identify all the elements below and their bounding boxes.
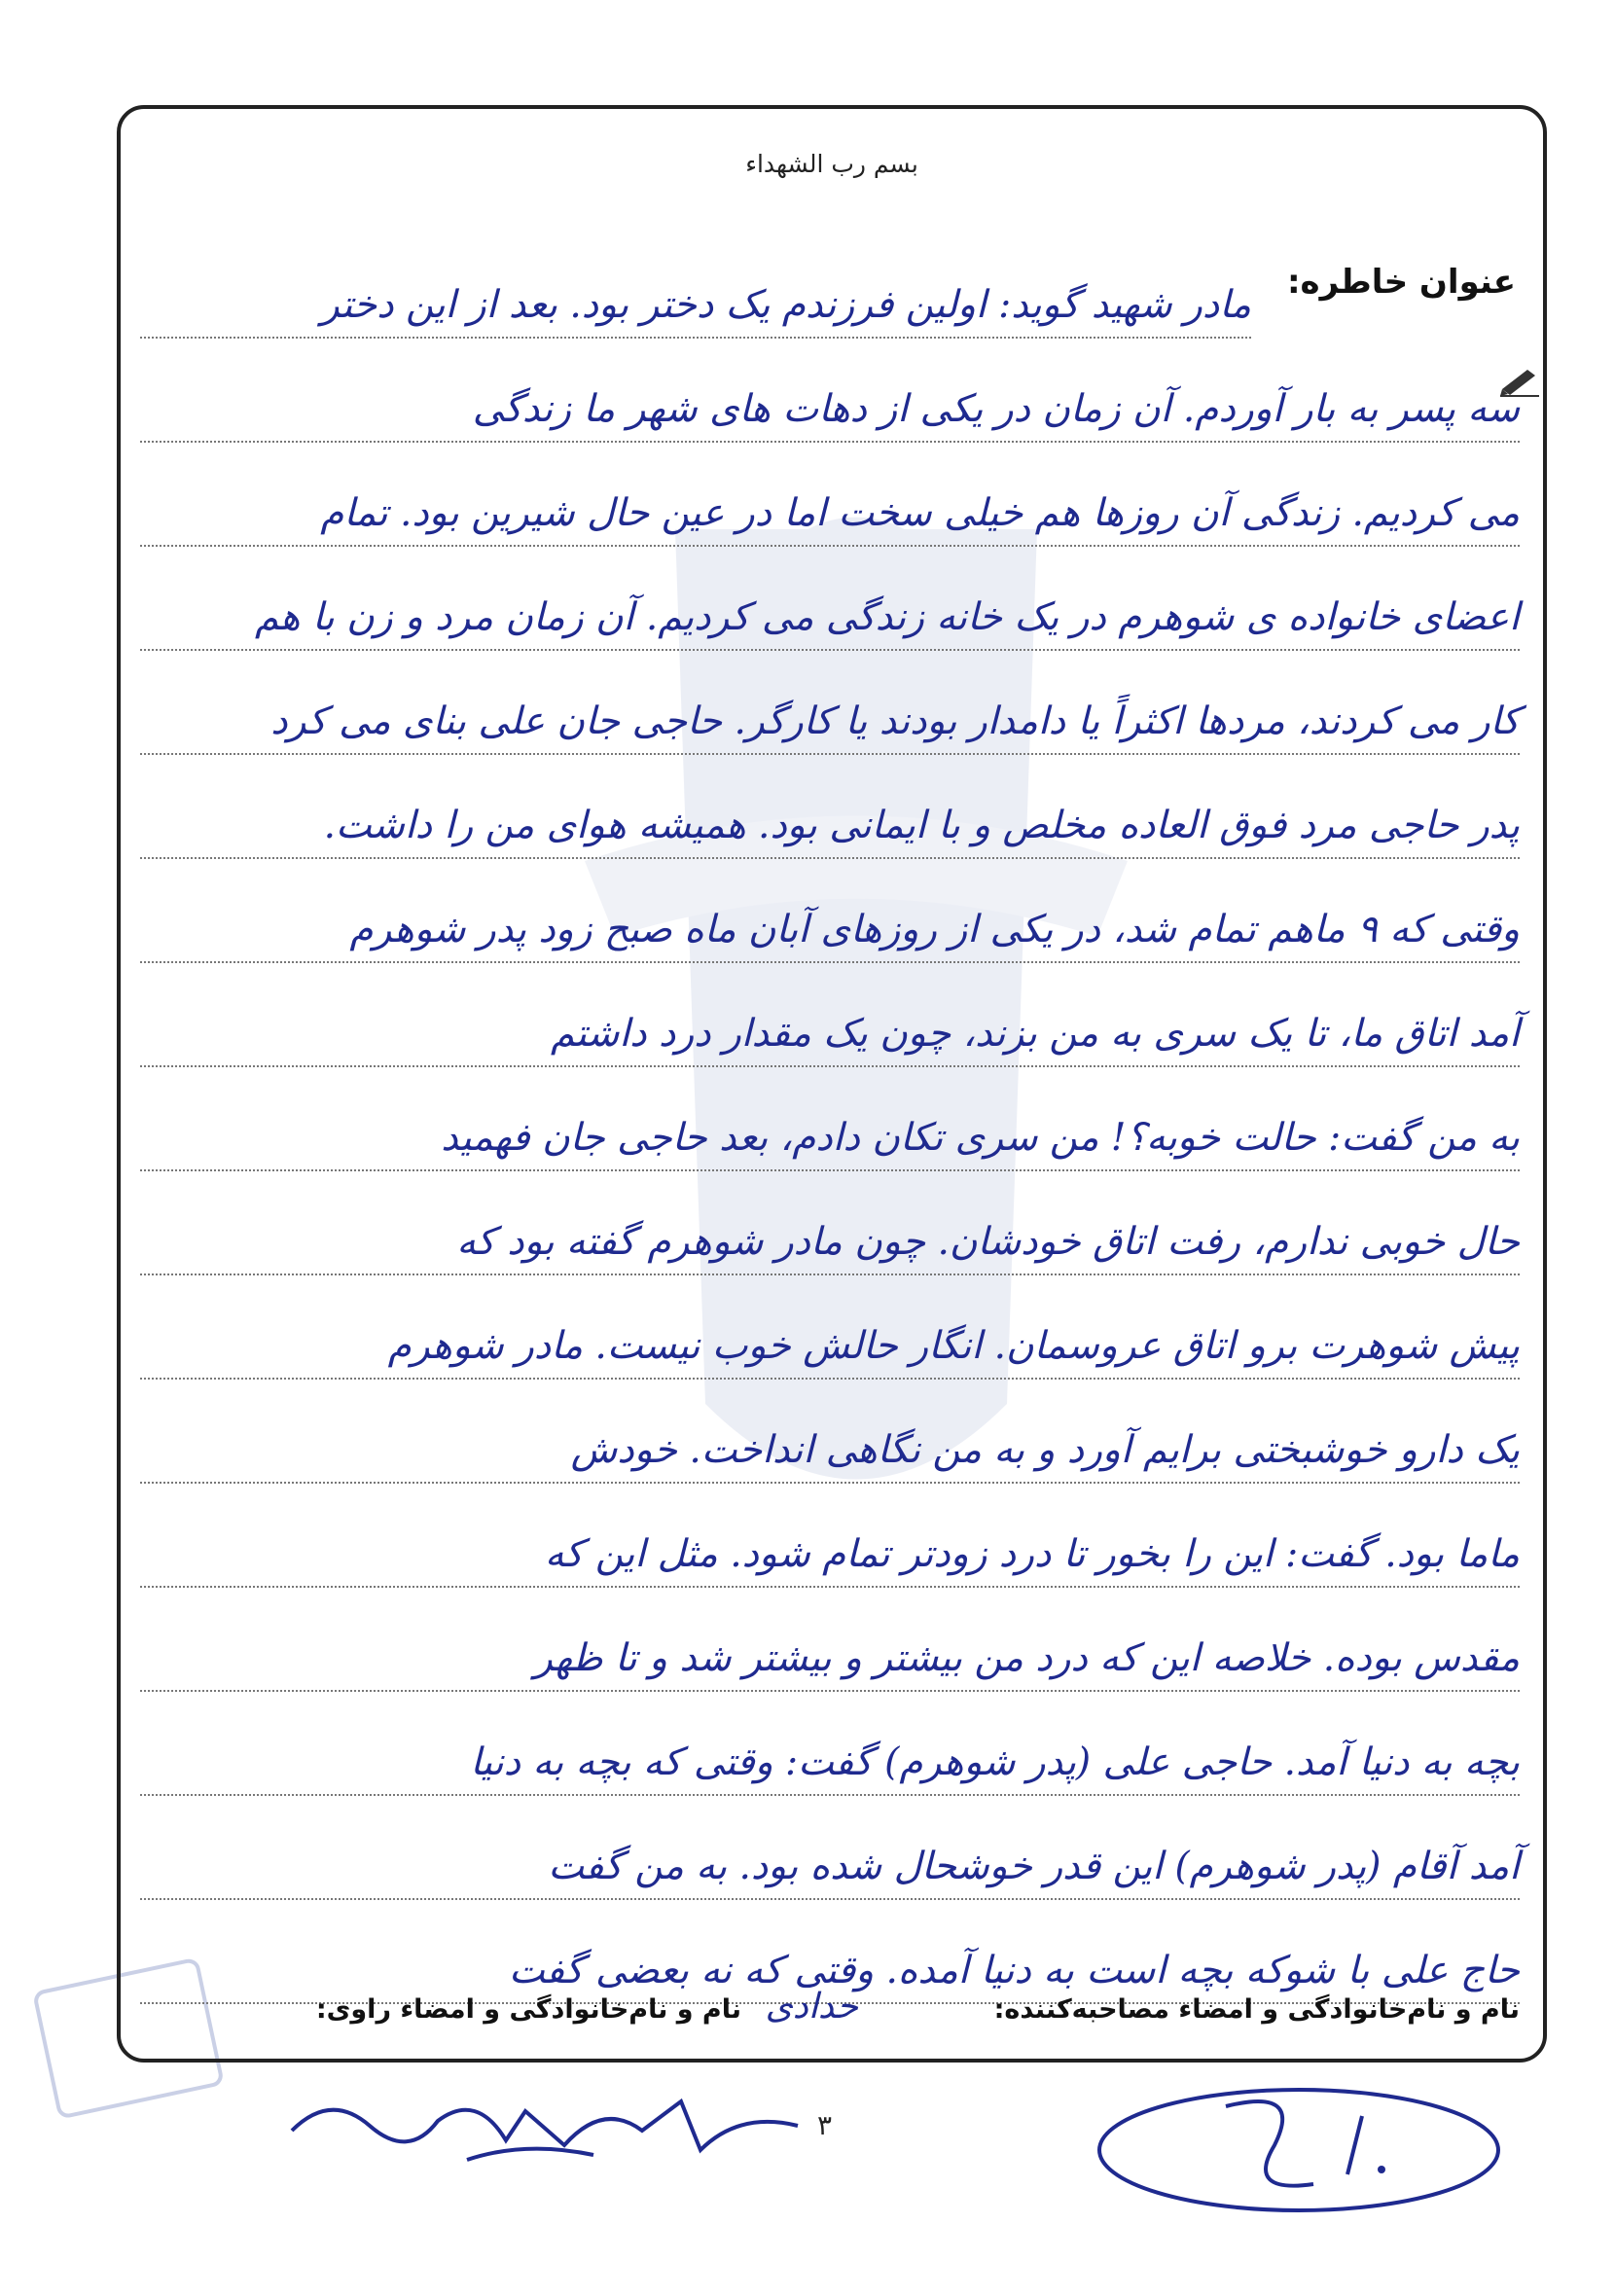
handwritten-text: پیش شوهرت برو اتاق عروسمان. انگار حالش خوب نیست. مادر شوهرم <box>387 1324 1520 1368</box>
handwritten-line <box>140 671 1520 755</box>
handwritten-text: به من گفت: حالت خوبه؟! من سری تکان دادم، بعد حاجی جان فهمید <box>441 1116 1520 1160</box>
handwritten-line <box>140 1712 1520 1796</box>
handwritten-line <box>140 463 1520 547</box>
handwritten-text: کار می کردند، مردها اکثراً یا دامدار بودند یا کارگر. حاجی جان علی بنای می کرد <box>270 700 1520 743</box>
handwritten-text: ماما بود. گفت: این را بخور تا درد زودتر تمام شود. مثل این که <box>544 1532 1520 1576</box>
handwritten-line <box>140 359 1520 443</box>
handwritten-text: بچه به دنیا آمد. حاجی علی (پدر شوهرم) گفت: وقتی که بچه به دنیا <box>470 1740 1520 1784</box>
handwritten-text: مادر شهید گوید: اولین فرزندم یک دختر بود. بعد از این دختر <box>320 283 1251 327</box>
handwritten-line <box>140 1816 1520 1900</box>
handwritten-text: آمد آقام (پدر شوهرم) این قدر خوشحال شده بود. به من گفت <box>548 1845 1520 1888</box>
narrator-label: نام و نام‌خانوادگی و امضاء راوی: <box>315 1994 741 2025</box>
interviewer-name: حدادی <box>765 1987 858 2027</box>
handwritten-line <box>140 984 1520 1067</box>
handwritten-text: حاج علی با شوکه بچه است به دنیا آمده. وقتی که نه بعضی گفت <box>508 1949 1520 1992</box>
handwritten-text: می کردیم. زندگی آن روزها هم خیلی سخت اما در عین حال شیرین بود. تمام <box>320 491 1520 535</box>
form-frame <box>117 105 1547 2063</box>
handwritten-text: آمد اتاق ما، تا یک سری به من بزند، چون یک مقدار درد داشتم <box>551 1012 1520 1056</box>
handwritten-text: سه پسر به بار آوردم. آن زمان در یکی از دهات های شهر ما زندگی <box>472 387 1520 431</box>
signature-row <box>144 1987 1520 2041</box>
handwritten-text: پدر حاجی مرد فوق العاده مخلص و با ایمانی بود. همیشه هوای من را داشت. <box>323 804 1520 847</box>
handwritten-line <box>140 1192 1520 1275</box>
page-number: ۳ <box>817 2109 833 2141</box>
handwritten-line <box>140 567 1520 651</box>
handwritten-line <box>140 1296 1520 1380</box>
handwritten-line <box>140 879 1520 963</box>
handwritten-line <box>140 1608 1520 1692</box>
handwritten-text: اعضای خانواده ی شوهرم در یک خانه زندگی می کردیم. آن زمان مرد و زن با هم <box>255 595 1520 639</box>
handwritten-text: وقتی که ۹ ماهم تمام شد، در یکی از روزهای آبان ماه صبح زود پدر شوهرم <box>349 908 1520 951</box>
page-header: بسم رب الشهداء <box>745 150 918 178</box>
handwritten-line <box>140 1400 1520 1484</box>
handwritten-text: یک دارو خوشبختی برایم آورد و به من نگاهی انداخت. خودش <box>570 1428 1520 1472</box>
signature-mark <box>1080 2067 1518 2223</box>
interviewer-label: نام و نام‌خانوادگی و امضاء مصاحبه‌کننده: <box>993 1994 1520 2025</box>
handwritten-line <box>140 1088 1520 1171</box>
handwritten-text: مقدس بوده. خلاصه این که درد من بیشتر و بیشتر شد و تا ظهر <box>534 1636 1520 1680</box>
handwritten-text: حال خوبی ندارم، رفت اتاق خودشان. چون مادر شوهرم گفته بود که <box>456 1220 1520 1264</box>
handwritten-line <box>140 775 1520 859</box>
title-label: عنوان خاطره: <box>1286 263 1516 302</box>
handwritten-line <box>140 1504 1520 1588</box>
handwritten-line <box>140 255 1251 339</box>
signature-mark <box>272 2072 817 2189</box>
